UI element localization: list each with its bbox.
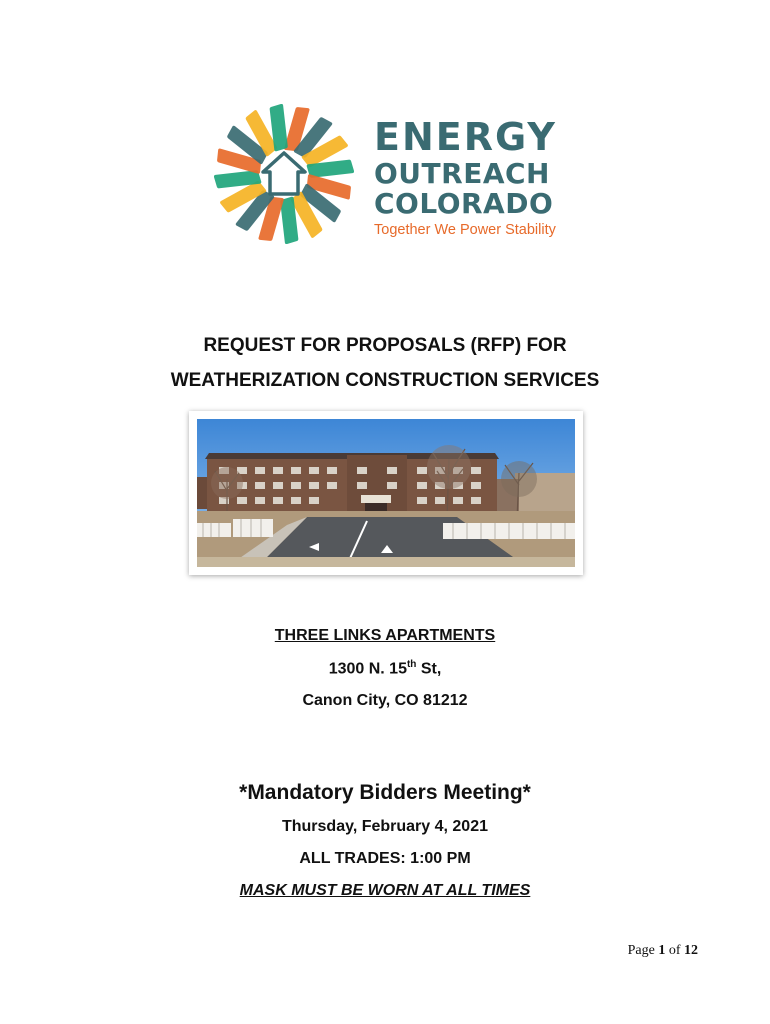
meeting-time: ALL TRADES: 1:00 PM — [299, 850, 471, 867]
meeting-date: Thursday, February 4, 2021 — [281, 818, 488, 835]
property-name: THREE LINKS APARTMENTS — [274, 627, 496, 644]
sunburst-house-icon — [214, 104, 354, 244]
logo — [214, 104, 564, 249]
logo-word-colorado: COLORADO — [374, 187, 554, 220]
document-title-line-2: WEATHERIZATION CONSTRUCTION SERVICES — [170, 370, 600, 391]
logo-word-outreach: OUTREACH — [374, 157, 550, 190]
apartment-building-image — [197, 419, 575, 567]
logo-tagline: Together We Power Stability — [374, 222, 556, 238]
logo-word-energy: ENERGY — [374, 115, 557, 159]
page-number: Page 1 of 12 — [627, 943, 698, 958]
document-title-line-1: REQUEST FOR PROPOSALS (RFP) FOR — [203, 335, 567, 356]
property-street: 1300 N. 15th St, — [328, 659, 442, 678]
building-photo — [189, 411, 583, 575]
meeting-heading: *Mandatory Bidders Meeting* — [239, 781, 531, 804]
mask-notice: MASK MUST BE WORN AT ALL TIMES — [239, 882, 531, 899]
property-city: Canon City, CO 81212 — [302, 692, 468, 709]
